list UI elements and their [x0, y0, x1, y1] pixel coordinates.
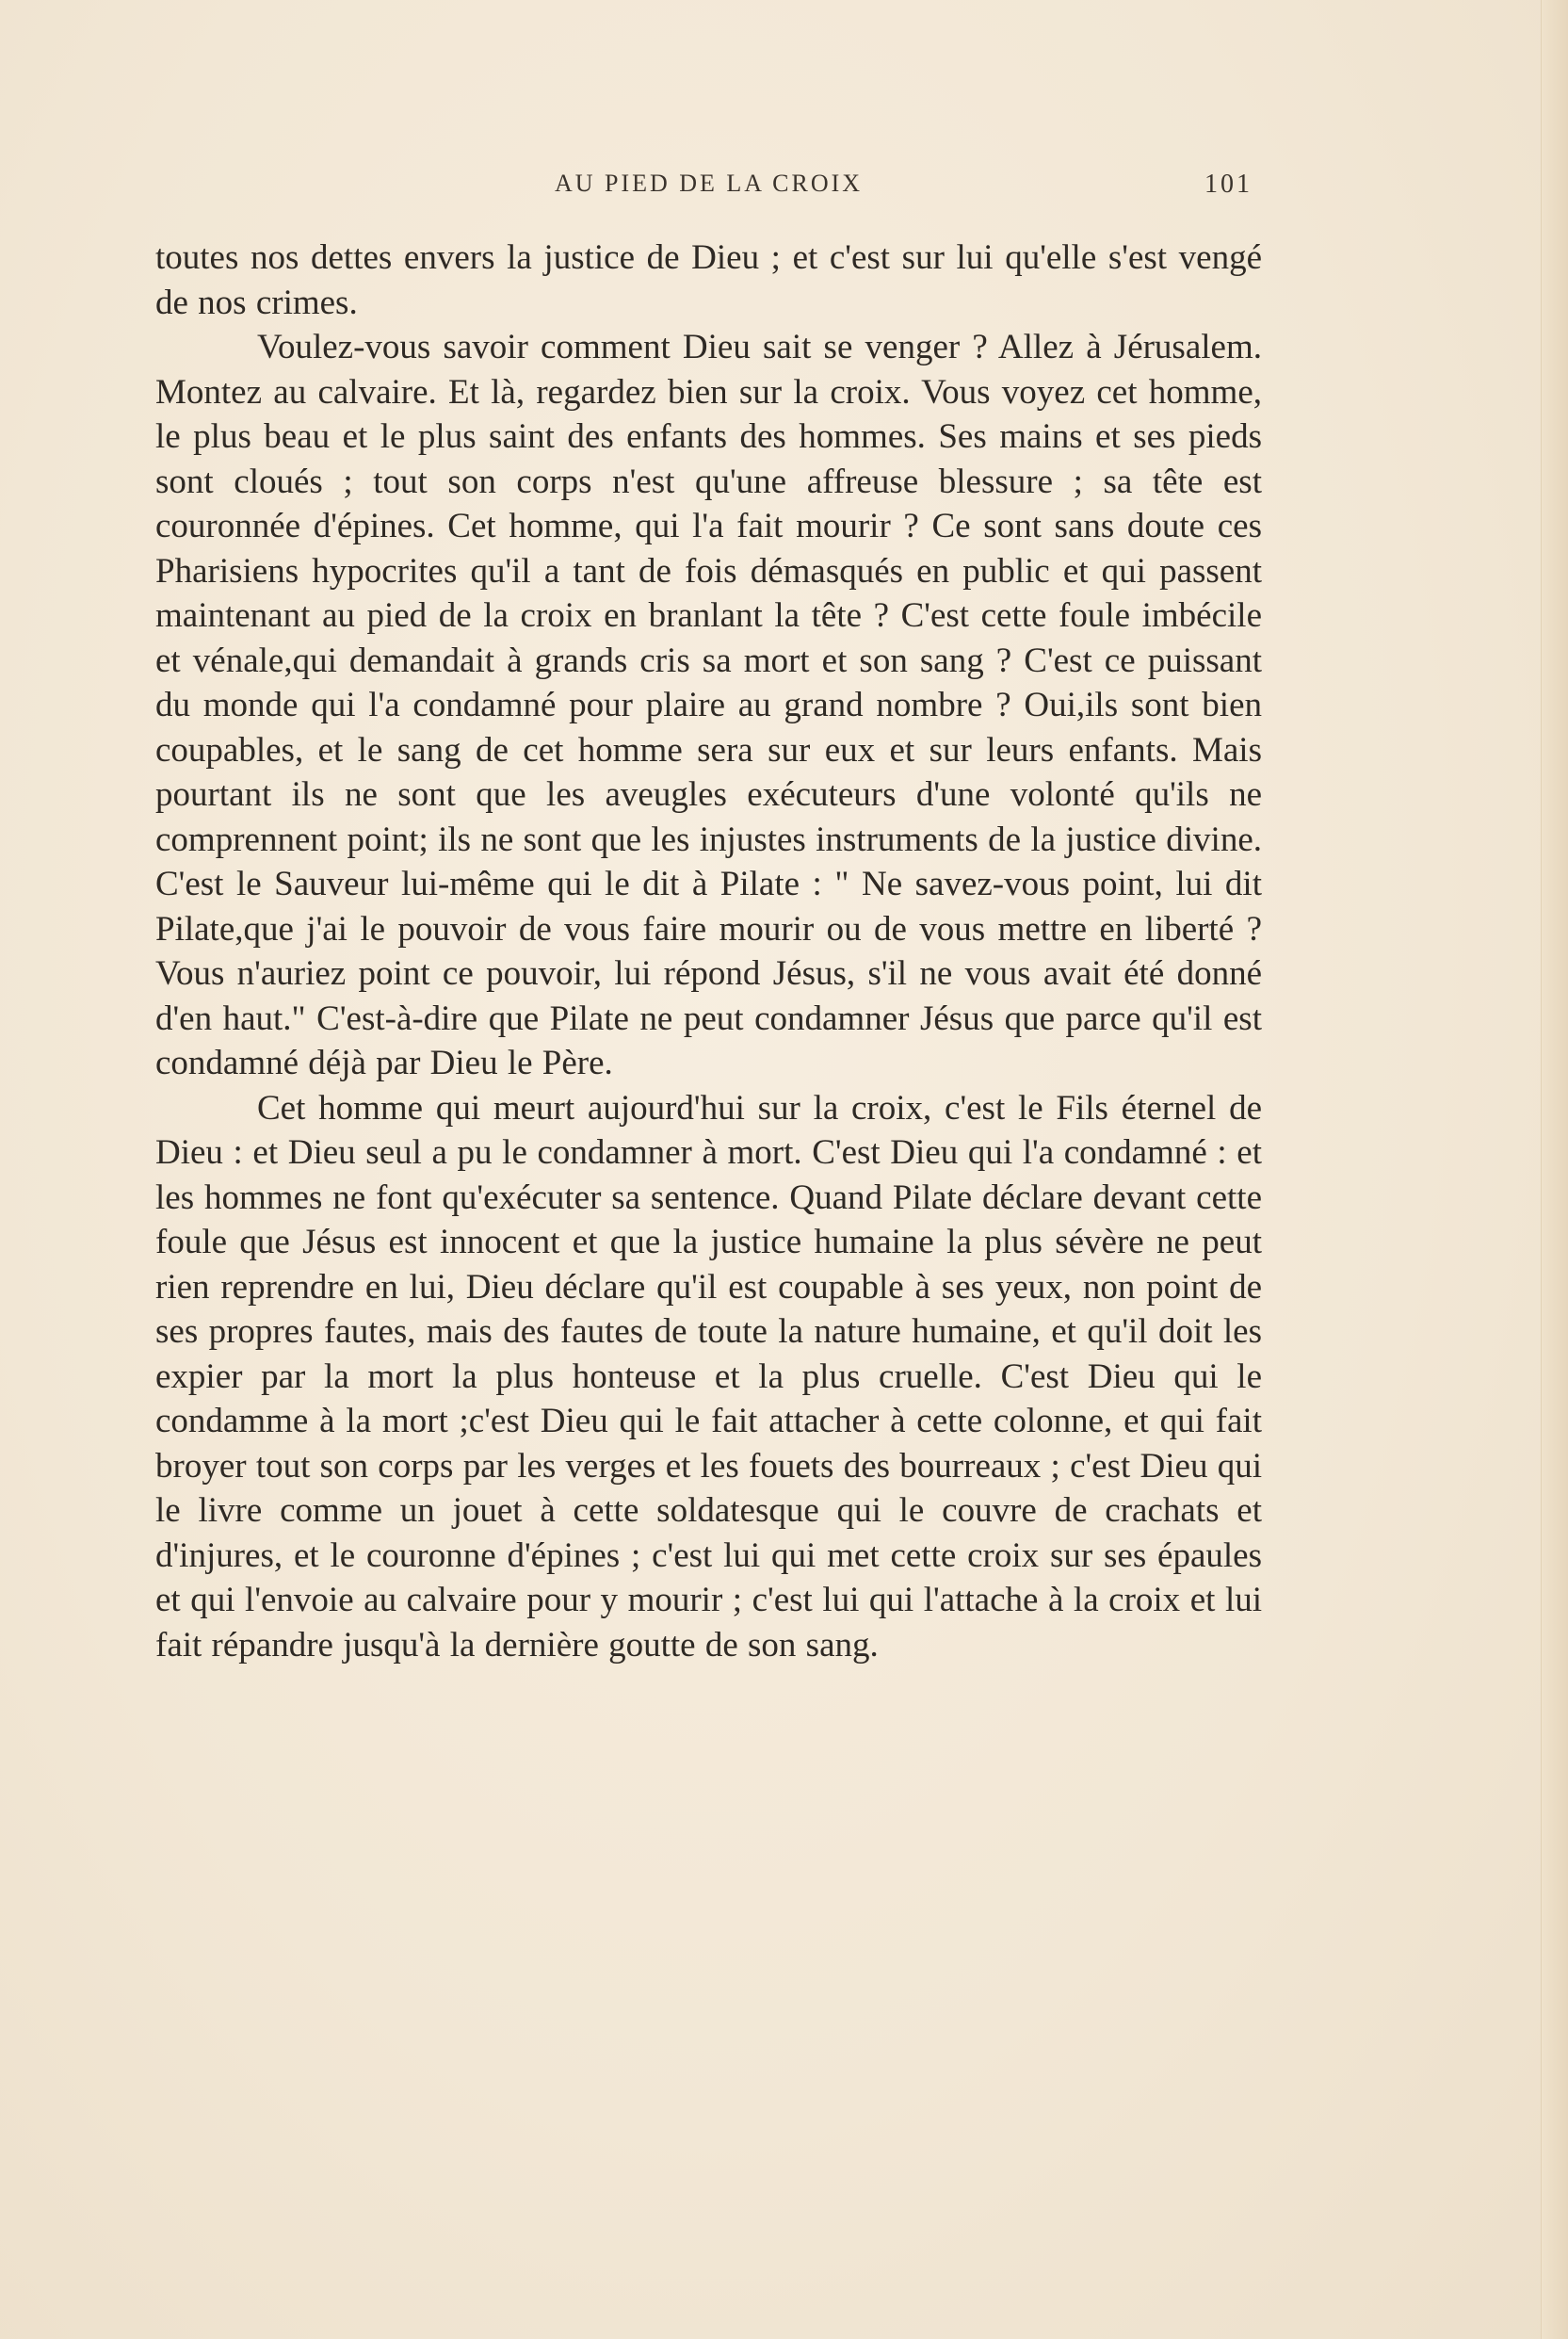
page-number: 101	[1204, 170, 1253, 199]
body-text	[155, 236, 1262, 1667]
running-title: AU PIED DE LA CROIX	[554, 170, 864, 197]
running-head	[155, 170, 1262, 207]
paragraph: Cet homme qui meurt aujourd'hui sur la croix, c'est le Fils éternel de Dieu : et Dieu seul a pu le condamner à mort. C'est Dieu qui l'a condamné : et les hommes ne font qu'exécuter sa sentence. Quand Pilate déclare devant cette foule que Jésus est innocent et que la justice humaine la plus sévère ne peut rien reprendre en lui, Dieu déclare qu'il est coupable à ses yeux, non point de ses propres fautes, mais des fautes de toute la nature humaine, et qu'il doit les expier par la mort la plus honteuse et la plus cruelle. C'est Dieu qui le condamme à la mort ;c'est Dieu qui le fait attacher à cette colonne, et qui fait broyer tout son corps par les verges et les fouets des bourreaux ; c'est Dieu qui le livre comme un jouet à cette soldatesque qui le couvre de crachats et d'injures, et le couronne d'épines ; c'est lui qui met cette croix sur ses épaules et qui l'envoie au calvaire pour y mourir ; c'est lui qui l'attache à la croix et lui fait répandre jusqu'à la dernière goutte de son sang.	[155, 1088, 1262, 1665]
paragraph: Voulez-vous savoir comment Dieu sait se venger ? Allez à Jérusalem. Montez au calvaire. Et là, regardez bien sur la croix. Vous voyez cet homme, le plus beau et le plus saint des enfants des hommes. Ses mains et ses pieds sont cloués ; tout son corps n'est qu'une affreuse blessure ; sa tête est couronnée d'épines. Cet homme, qui l'a fait mourir ? Ce sont sans doute ces Pharisiens hypocrites qu'il a tant de fois démasqués en public et qui passent maintenant au pied de la croix en branlant la tête ? C'est cette foule imbécile et vénale,qui demandait à grands cris sa mort et son sang ? C'est ce puissant du monde qui l'a condamné pour plaire au grand nombre ? Oui,ils sont bien coupables, et le sang de cet homme sera sur eux et sur leurs enfants. Mais pourtant ils ne sont que les aveugles exécuteurs d'une volonté qu'ils ne comprennent point; ils ne sont que les injustes instruments de la justice divine. C'est le Sauveur lui-même qui le dit à Pilate : " Ne savez-vous point, lui dit Pilate,que j'ai le pouvoir de vous faire mourir ou de vous mettre en liberté ? Vous n'auriez point ce pouvoir, lui répond Jésus, s'il ne vous avait été donné d'en haut." C'est-à-dire que Pilate ne peut condamner Jésus que parce qu'il est condamné déjà par Dieu le Père.	[155, 328, 1262, 1082]
page-edge	[1541, 0, 1568, 2339]
paragraph-continued: toutes nos dettes envers la justice de Dieu ; et c'est sur lui qu'elle s'est vengé de nos crimes.	[155, 238, 1262, 322]
